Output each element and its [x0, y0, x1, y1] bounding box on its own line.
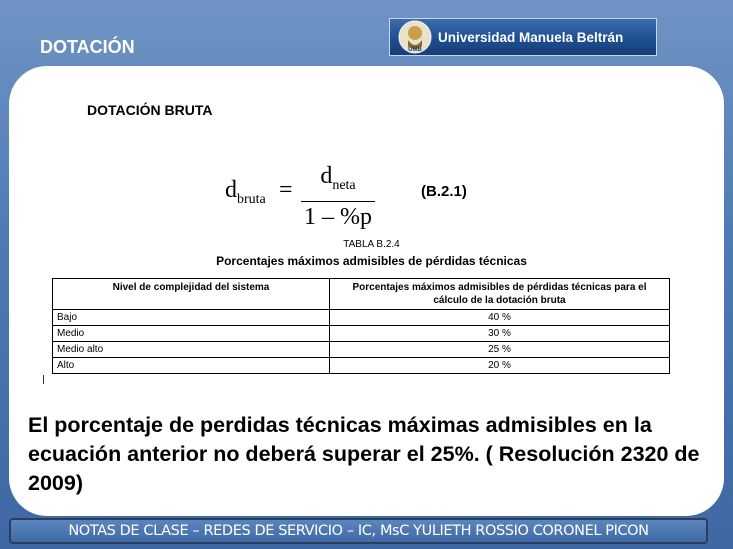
table-cell-percent: 20 % — [330, 358, 670, 374]
formula-numerator-symbol: d — [320, 163, 333, 189]
fraction-bar — [301, 201, 375, 202]
formula-fraction — [301, 163, 375, 230]
formula-lhs — [225, 177, 266, 208]
formula-lhs-sub: bruta — [237, 191, 266, 207]
table-row — [53, 358, 670, 374]
formula-b21 — [225, 163, 485, 230]
table-cell-percent: 30 % — [330, 326, 670, 342]
table-header-level: Nivel de complejidad del sistema — [53, 279, 330, 310]
table-cell-percent: 25 % — [330, 342, 670, 358]
section-subtitle: DOTACIÓN BRUTA — [87, 102, 213, 118]
university-logo — [389, 18, 657, 56]
formula-numerator-sub: neta — [332, 177, 356, 193]
logo-text: Universidad Manuela Beltrán — [438, 29, 624, 45]
formula-denominator: 1 – %p — [304, 203, 372, 230]
table-title: Porcentajes máximos admisibles de pérdidas técnicas — [216, 254, 527, 268]
table-row — [53, 342, 670, 358]
table-cell-level: Alto — [53, 358, 330, 374]
formula-lhs-symbol: d — [225, 177, 237, 203]
table-header-percent: Porcentajes máximos admisibles de pérdidas técnicas para el cálculo de la dotación bruta — [330, 279, 670, 310]
footer-bar: NOTAS DE CLASE – REDES DE SERVICIO – IC, MsC YULIETH ROSSIO CORONEL PICON — [9, 518, 708, 544]
formula-equals: = — [279, 177, 293, 203]
formula-numerator — [301, 163, 375, 199]
table-cell-level: Bajo — [53, 310, 330, 326]
note-paragraph: El porcentaje de perdidas técnicas máximas admisibles en la ecuación anterior no deberá superar el 25%. ( Resolución 2320 de 2009) — [28, 413, 700, 495]
seal-text: UMB — [408, 47, 422, 53]
slide-title: DOTACIÓN — [40, 37, 135, 57]
formula-label: (B.2.1) — [421, 183, 467, 200]
table-cell-level: Medio — [53, 326, 330, 342]
text-cursor-mark — [43, 375, 44, 384]
university-seal-icon — [398, 20, 432, 54]
table-cell-level: Medio alto — [53, 342, 330, 358]
losses-table — [52, 278, 670, 374]
table-row — [53, 326, 670, 342]
table-row — [53, 310, 670, 326]
table-caption: TABLA B.2.4 — [343, 239, 400, 250]
table-header-row — [53, 279, 670, 310]
table-cell-percent: 40 % — [330, 310, 670, 326]
